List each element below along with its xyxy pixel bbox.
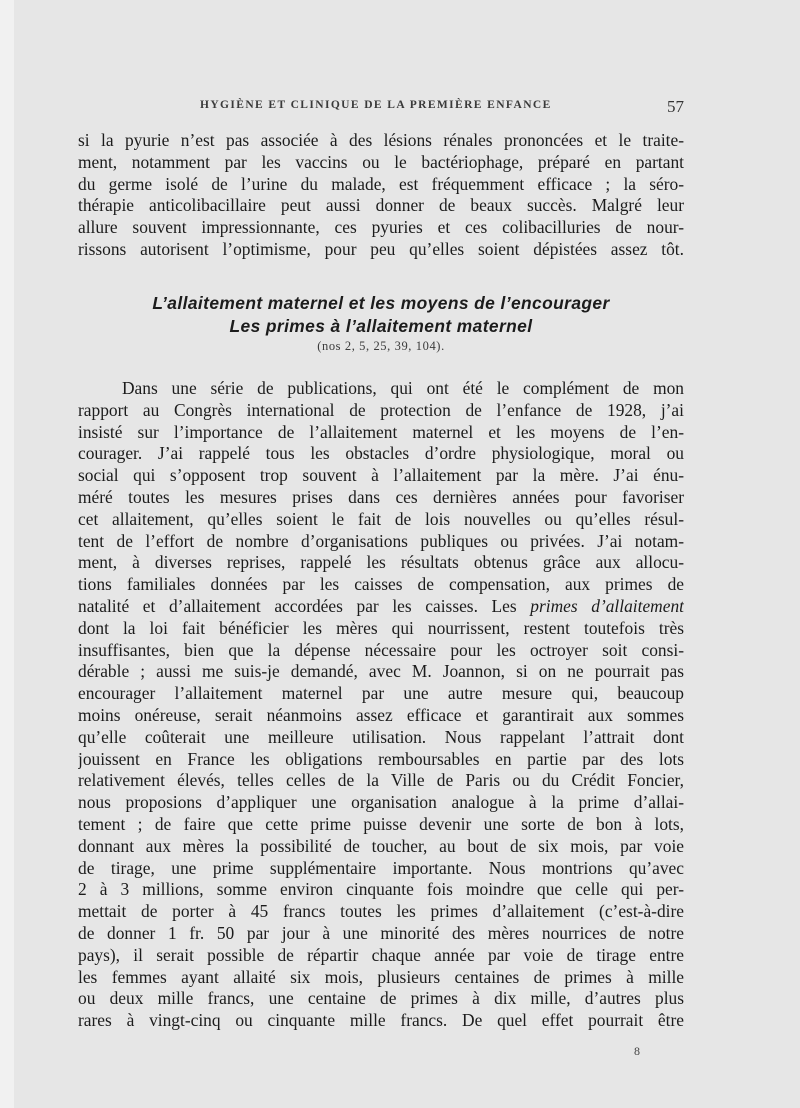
page-number: 57 bbox=[667, 97, 684, 116]
page-edge-shade bbox=[0, 0, 14, 1108]
text-line: les femmes ayant allaité six mois, plusieurs centaines de primes à mille bbox=[78, 966, 684, 987]
text-line: donnant aux mères la possibilité de toucher, au bout de six mois, par voie bbox=[78, 835, 684, 856]
text-line: rissons autorisent l’optimisme, pour peu qu’elles soient dépistées assez tôt. bbox=[78, 238, 684, 259]
text-line: dérable ; aussi me suis-je demandé, avec M. Joannon, si on ne pourrait pas bbox=[78, 661, 684, 682]
signature-mark: 8 bbox=[634, 1044, 640, 1058]
text-line: rapport au Congrès international de protection de l’enfance de 1928, j’ai bbox=[78, 399, 684, 420]
text-line: thérapie anticolibacillaire peut aussi donner de beaux succès. Malgré leur bbox=[78, 195, 684, 216]
text-line: pays), il serait possible de répartir chaque année par voie de tirage entre bbox=[78, 944, 684, 965]
text-line: moins onéreuse, serait néanmoins assez efficace et garantirait aux sommes bbox=[78, 704, 684, 725]
text-line: relativement élevés, telles celles de la Ville de Paris ou du Crédit Foncier, bbox=[78, 770, 684, 791]
text-line: qu’elle coûterait une meilleure utilisation. Nous rappelant l’attrait dont bbox=[78, 726, 684, 747]
text-line: tement ; de faire que cette prime puisse devenir une sorte de bon à lots, bbox=[78, 813, 684, 834]
text-line: 2 à 3 millions, somme environ cinquante fois moindre que celle qui per- bbox=[78, 879, 684, 900]
text-line: mettait de porter à 45 francs toutes les primes d’allaitement (c’est-à-dire bbox=[78, 901, 684, 922]
text-line: ment, notamment par les vaccins ou le bactériophage, préparé en partant bbox=[78, 151, 684, 172]
text-line: jouissent en France les obligations remboursables en partie par des lots bbox=[78, 748, 684, 769]
paragraph-pyurie bbox=[78, 130, 684, 261]
text-line: allure souvent impressionnante, ces pyuries et ces colibacilluries de nour- bbox=[78, 217, 684, 238]
paragraph-allaitement bbox=[78, 378, 684, 1032]
text-line: insisté sur l’importance de l’allaitement maternel et les moyens de l’en- bbox=[78, 421, 684, 442]
text-line: si la pyurie n’est pas associée à des lésions rénales prononcées et le traite- bbox=[78, 130, 684, 150]
text-line: ou deux mille francs, une centaine de primes à dix mille, d’autres plus bbox=[78, 988, 684, 1009]
text-line bbox=[78, 596, 684, 618]
running-head: HYGIÈNE ET CLINIQUE DE LA PREMIÈRE ENFANCE bbox=[200, 99, 552, 111]
text-line: insuffisantes, bien que la dépense nécessaire pour les octroyer soit consi- bbox=[78, 639, 684, 660]
text-segment: natalité et d’allaitement accordées par les caisses. Les bbox=[78, 595, 517, 616]
section-heading: L’allaitement maternel et les moyens de l’encourager bbox=[152, 293, 610, 313]
text-line: encourager l’allaitement maternel par une autre mesure qui, beaucoup bbox=[78, 683, 684, 704]
text-line: ment, à diverses reprises, rappelé les résultats obtenus grâce aux allocu- bbox=[78, 552, 684, 573]
text-line: méré toutes les mesures prises dans ces dernières années pour favoriser bbox=[78, 486, 684, 507]
page-header bbox=[78, 97, 684, 117]
text-line: dont la loi fait bénéficier les mères qui nourrissent, restent toutefois très bbox=[78, 617, 684, 638]
text-line: cet allaitement, qu’elles soient le fait de lois nouvelles ou qu’elles résul- bbox=[78, 508, 684, 529]
text-line: Dans une série de publications, qui ont été le complément de mon bbox=[122, 378, 684, 398]
italic-term: primes d’allaitement bbox=[530, 595, 684, 616]
text-line: du germe isolé de l’urine du malade, est fréquemment efficace ; la séro- bbox=[78, 173, 684, 194]
section-references: (nos 2, 5, 25, 39, 104). bbox=[317, 339, 445, 353]
text-line: tent de l’effort de nombre d’organisations publiques ou privées. J’ai notam- bbox=[78, 530, 684, 551]
text-line: de donner 1 fr. 50 par jour à une minorité des mères nourrices de notre bbox=[78, 922, 684, 943]
section-subheading: Les primes à l’allaitement maternel bbox=[229, 316, 533, 336]
text-line: courager. J’ai rappelé tous les obstacles d’ordre physiologique, moral ou bbox=[78, 443, 684, 464]
text-line: social qui s’opposent trop souvent à l’allaitement par la mère. J’ai énu- bbox=[78, 465, 684, 486]
text-line: de tirage, une prime supplémentaire importante. Nous montrions qu’avec bbox=[78, 857, 684, 878]
text-line: rares à vingt-cinq ou cinquante mille francs. De quel effet pourrait être bbox=[78, 1010, 684, 1031]
text-line: nous proposions d’appliquer une organisation analogue à la prime d’allai- bbox=[78, 792, 684, 813]
text-line: tions familiales données par les caisses de compensation, aux primes de bbox=[78, 574, 684, 595]
